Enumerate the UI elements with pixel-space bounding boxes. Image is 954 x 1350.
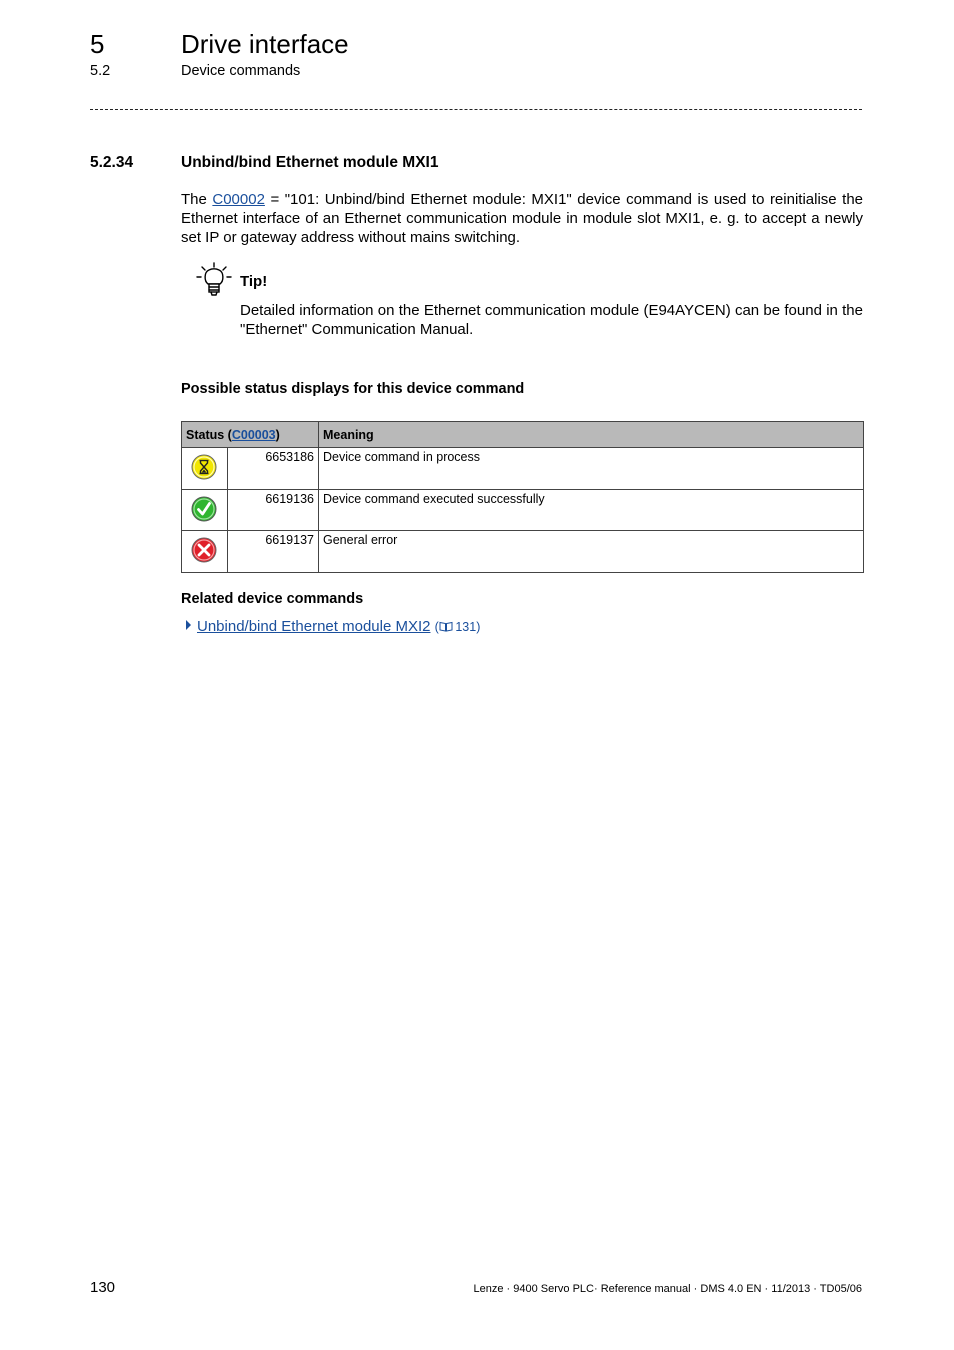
status-section-title: Possible status displays for this device command [181, 381, 525, 397]
status-code: 6619137 [265, 533, 314, 547]
status-column-header: Status (C00003) [182, 422, 319, 448]
mxi2-command-link[interactable]: Unbind/bind Ethernet module MXI2 [197, 618, 431, 635]
related-link-item [186, 618, 480, 635]
heading-number: 5.2.34 [90, 154, 134, 171]
tip-label: Tip! [240, 273, 268, 290]
status-table [181, 421, 864, 573]
book-icon [439, 621, 453, 632]
tip-text: Detailed information on the Ethernet communication module (E94AYCEN) can be found in the "Ethernet" Communication Manual. [240, 302, 863, 338]
section-number: 5.2 [90, 63, 111, 79]
section-title: Device commands [181, 63, 301, 79]
page-number: 130 [90, 1279, 116, 1296]
table-header-row [182, 422, 864, 448]
chapter-number: 5 [90, 29, 105, 59]
error-x-icon [191, 537, 217, 563]
intro-suffix: = "101: Unbind/bind Ethernet module: MXI1" device command is used to reinitialise the Ethernet interface of an Ethernet communication module in module slot MXI1, e. g. to accept a newly set IP or gateway address without mains switching. [181, 191, 864, 246]
meaning-column-header: Meaning [319, 422, 864, 448]
status-meaning: Device command in process [323, 450, 481, 464]
c00002-link[interactable]: C00002 [212, 191, 265, 208]
footer-document-info: Lenze · 9400 Servo PLC· Reference manual · DMS 4.0 EN · 11/2013 · TD05/06 [473, 1283, 862, 1295]
status-meaning: General error [323, 533, 398, 547]
table-row [182, 448, 864, 490]
page-reference[interactable]: ( 131) [434, 620, 481, 634]
intro-paragraph [181, 190, 863, 247]
table-row [182, 531, 864, 573]
status-meaning: Device command executed successfully [323, 492, 545, 506]
checkmark-icon [191, 496, 217, 522]
lightbulb-icon [196, 262, 232, 298]
header-divider [90, 109, 862, 110]
hourglass-icon [191, 454, 217, 480]
status-code: 6653186 [265, 450, 314, 464]
heading-title: Unbind/bind Ethernet module MXI1 [181, 154, 439, 171]
intro-prefix: The [181, 191, 213, 208]
c00003-link[interactable]: C00003 [231, 427, 276, 442]
triangle-bullet-icon [186, 620, 191, 630]
status-code: 6619136 [265, 492, 314, 506]
related-commands-title: Related device commands [181, 591, 364, 607]
table-row [182, 490, 864, 531]
chapter-title: Drive interface [181, 29, 349, 59]
